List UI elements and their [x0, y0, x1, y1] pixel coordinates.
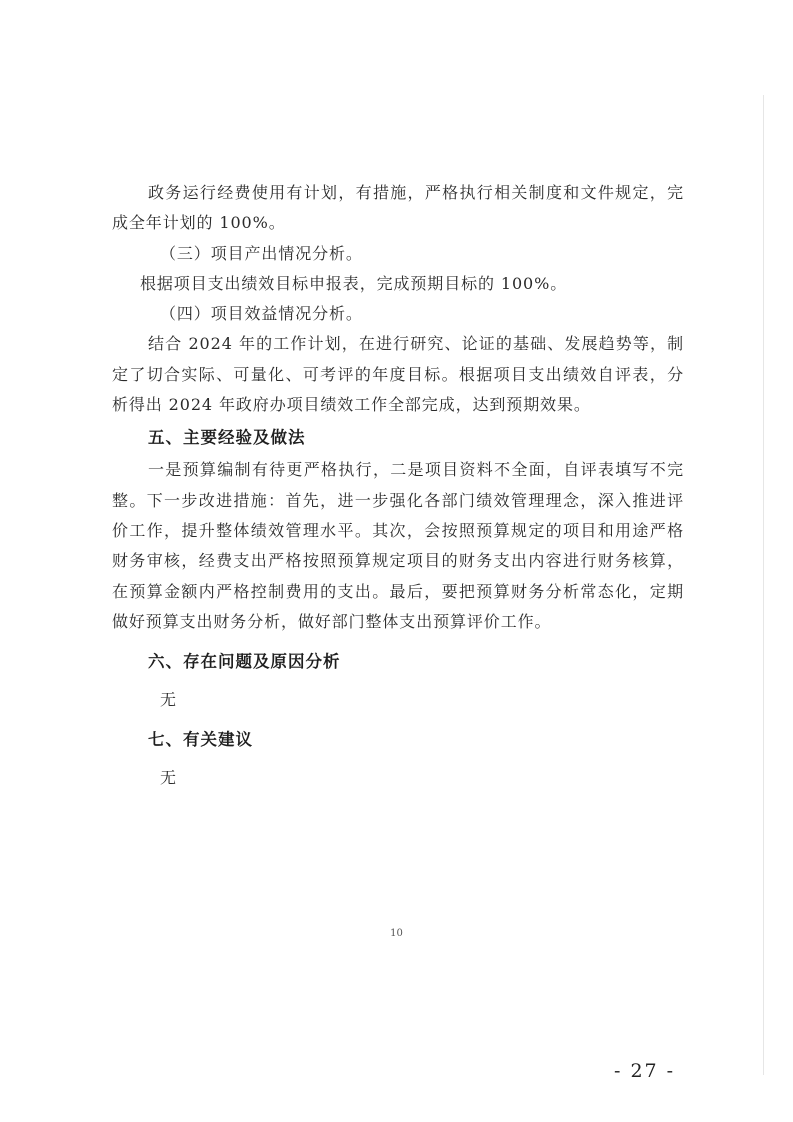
paragraph-experience: 一是预算编制有待更严格执行，二是项目资料不全面，自评表填写不完整。下一步改进措施：首先，进一步强化各部门绩效管理理念，深入推进评价工作，提升整体绩效管理水平。其次，会按照预算规定的项目和用途严格财务审核，经费支出严格按照预算规定项目的财务支出内容进行财务核算，在预算金额内严格控制费用的支出。最后，要把预算财务分析常态化，定期做好预算支出财务分析，做好部门整体支出预算评价工作。 — [112, 460, 684, 631]
paragraph-benefit-result: 结合 2024 年的工作计划，在进行研究、论证的基础、发展趋势等，制定了切合实际、可量化、可考评的年度目标。根据项目支出绩效自评表，分析得出 2024 年政府办项目绩效工作全部完成，达到预期效果。 — [112, 334, 684, 415]
document-body — [112, 178, 684, 794]
section-heading-problems: 六、存在问题及原因分析 — [148, 652, 341, 672]
subheading-output-analysis: （三）项目产出情况分析。 — [160, 243, 363, 263]
section-heading-suggestions: 七、有关建议 — [148, 730, 253, 750]
subheading-benefit-analysis: （四）项目效益情况分析。 — [160, 304, 363, 324]
section-heading-experience: 五、主要经验及做法 — [148, 428, 306, 448]
page-number: - 27 - — [614, 1060, 676, 1082]
inner-page-number: 10 — [390, 928, 403, 939]
paragraph-problems: 无 — [160, 690, 177, 710]
paragraph-suggestions: 无 — [160, 768, 177, 788]
paragraph-expense-usage: 政务运行经费使用有计划，有措施，严格执行相关制度和文件规定，完成全年计划的 100%。 — [112, 183, 684, 233]
paragraph-output-result: 根据项目支出绩效目标申报表，完成预期目标的 100%。 — [140, 273, 568, 293]
